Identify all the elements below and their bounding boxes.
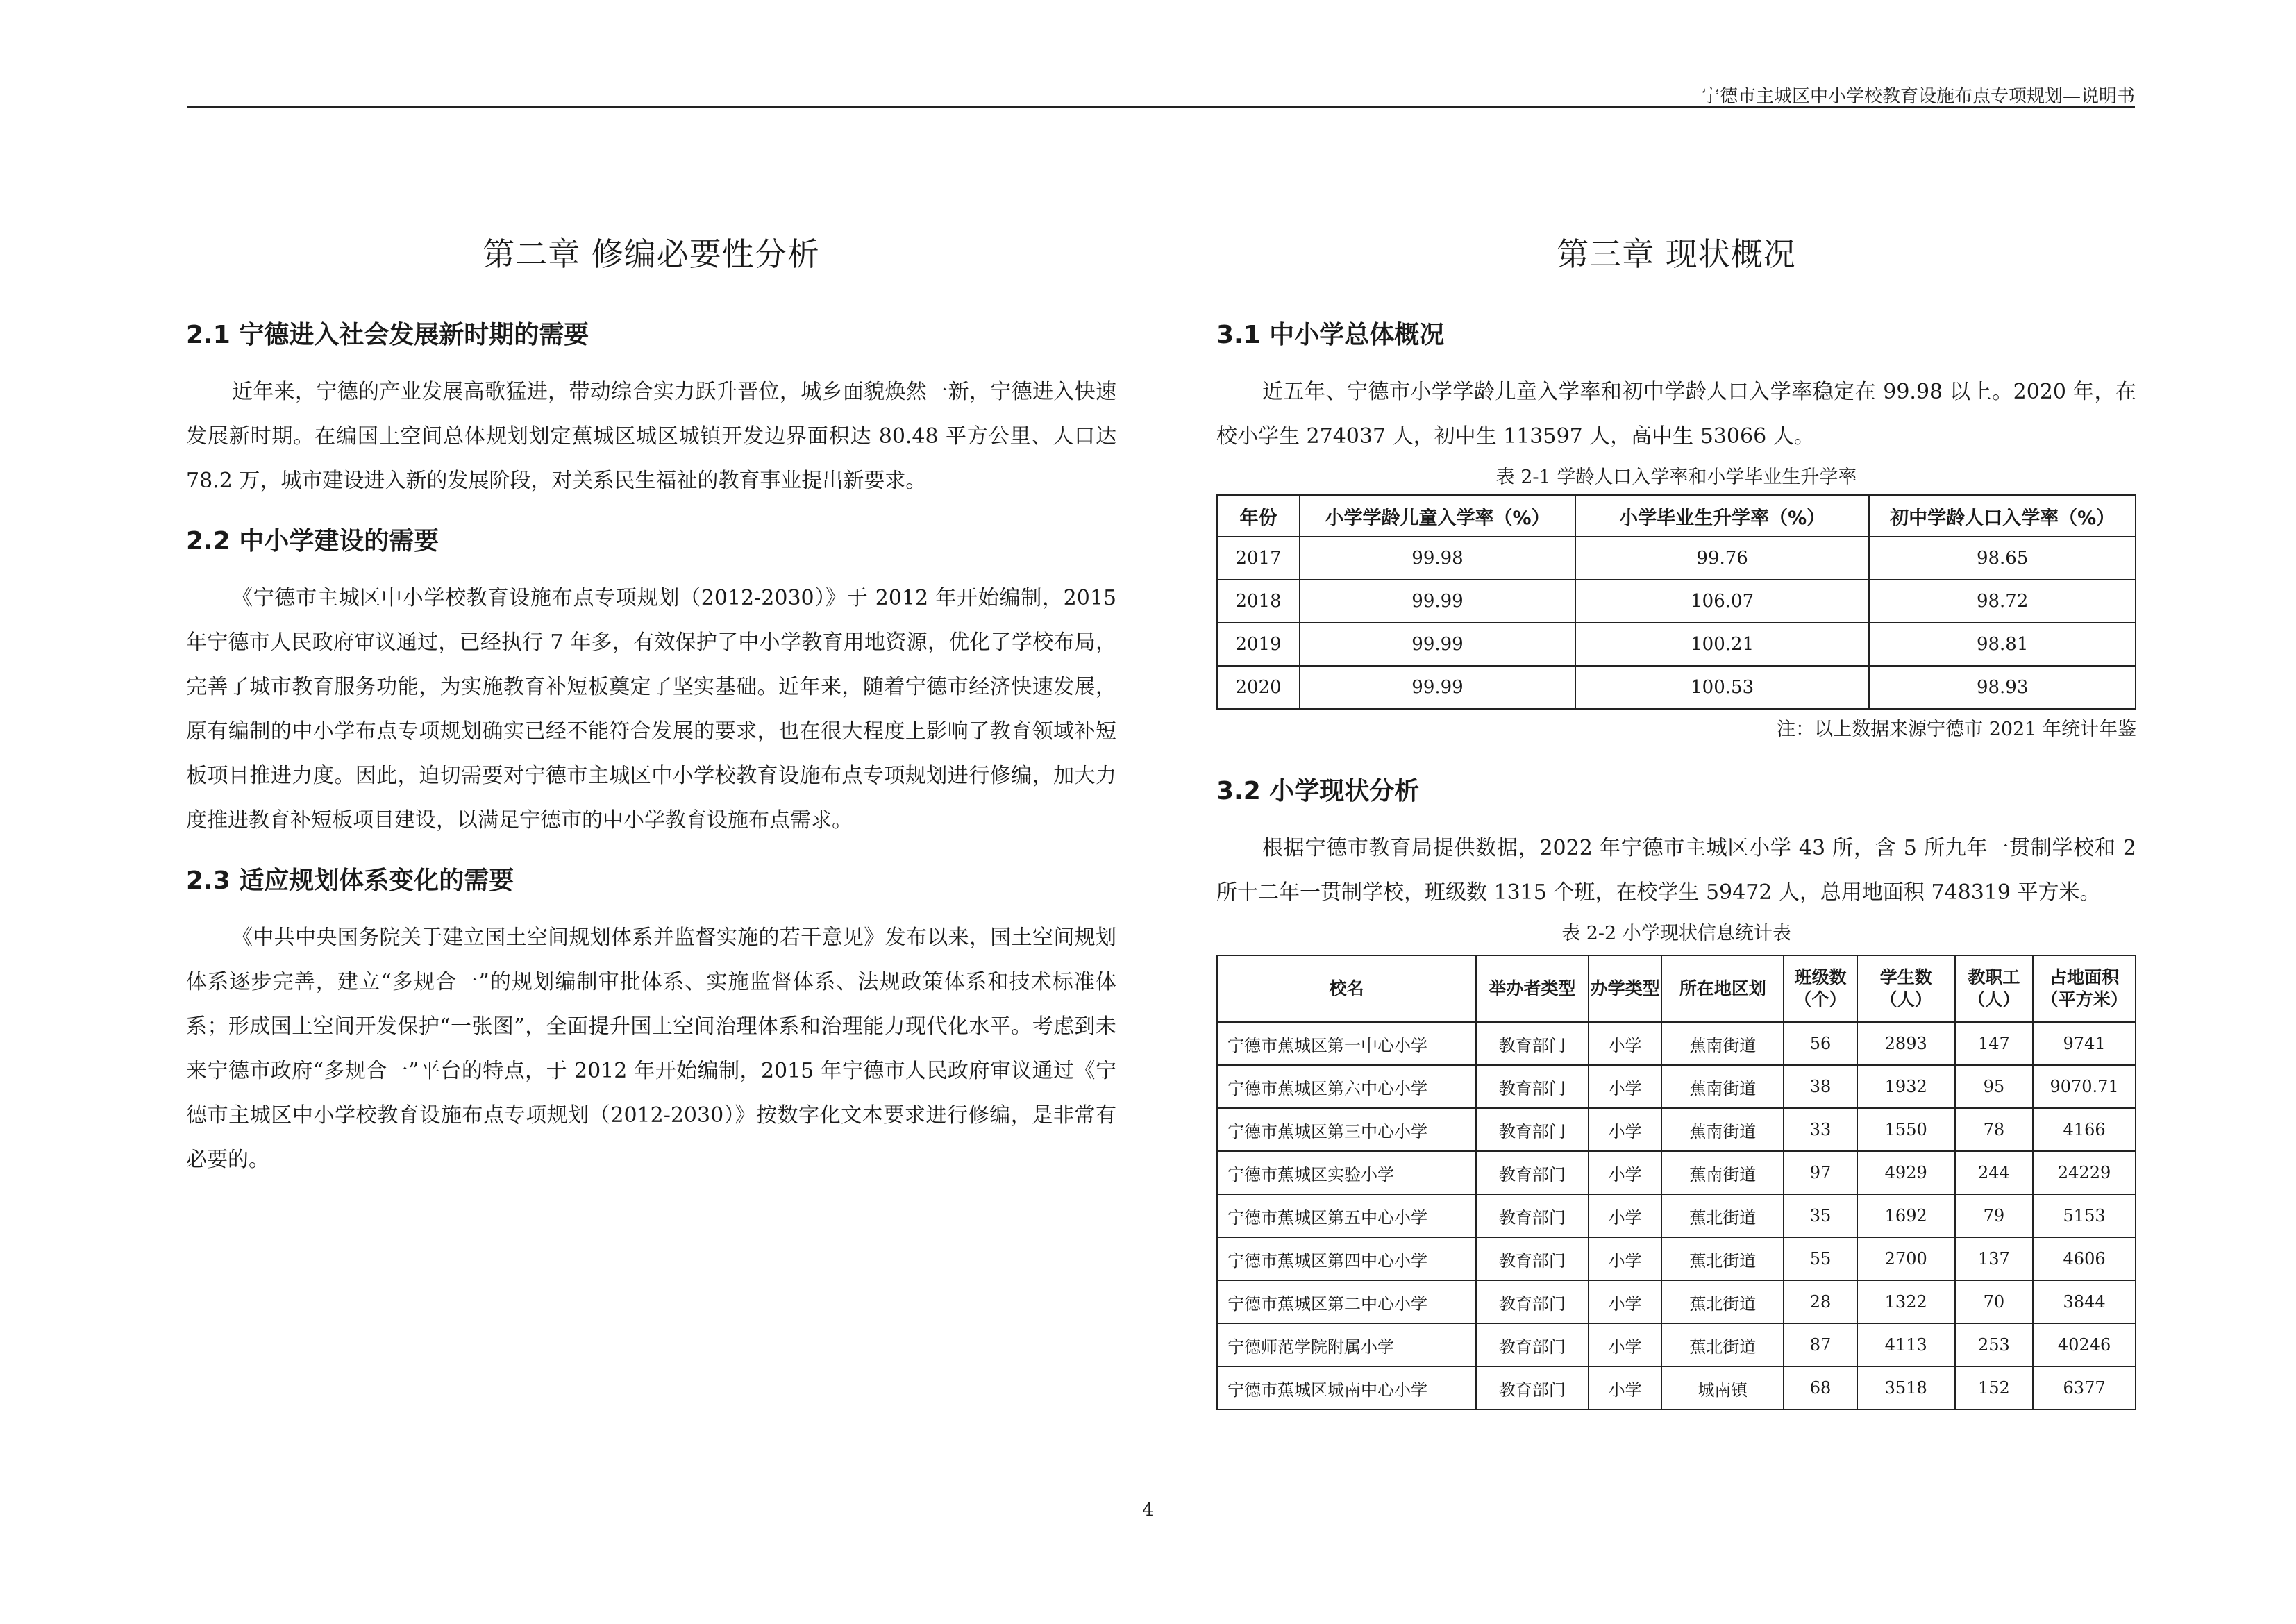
paragraph: 《宁德市主城区中小学校教育设施布点专项规划（2012-2030）》于 2012 年开始编制，2015 年宁德市人民政府审议通过，已经执行 7 年多，有效保护了中小学教育用地资源，优化了学校布局，完善了城市教育服务功能，为实施教育补短板奠定了坚实基础。近年来，随着宁德市经济快速发展，原有编制的中小学布点专项规划确实已经不能符合发展的要求，也在很大程度上影响了教育领域补短板项目推进力度。因此，迫切需要对宁德市主城区中小学校教育设施布点专项规划进行修编，加大力度推进教育补短板项目建设，以满足宁德市的中小学教育设施布点需求。 (186, 586, 1116, 832)
table-header-cell: 年份 (1217, 495, 1300, 537)
table-cell: 106.07 (1575, 580, 1869, 623)
table-cell: 1692 (1857, 1194, 1955, 1237)
table-cell: 100.53 (1575, 666, 1869, 709)
table-cell: 24229 (2033, 1151, 2136, 1194)
table-cell: 蕉北街道 (1661, 1237, 1784, 1280)
paragraph: 近年来，宁德的产业发展高歌猛进，带动综合实力跃升晋位，城乡面貌焕然一新，宁德进入快速发展新时期。在编国土空间总体规划划定蕉城区城区城镇开发边界面积达 80.48 平方公里、人口达 78.2 万，城市建设进入新的发展阶段，对关系民生福祉的教育事业提出新要求。 (186, 380, 1116, 493)
right-column (1216, 208, 2136, 1410)
table-header-cell: 小学学龄儿童入学率（%） (1300, 495, 1575, 537)
table-cell: 2017 (1217, 537, 1300, 580)
table-cell: 2700 (1857, 1237, 1955, 1280)
table-cell: 教育部门 (1476, 1194, 1589, 1237)
section-title: 3.2 小学现状分析 (1216, 777, 1420, 805)
table-cell: 小学 (1589, 1323, 1662, 1366)
table-cell: 蕉南街道 (1661, 1108, 1784, 1151)
table-row (1217, 623, 2136, 666)
table-cell: 97 (1784, 1151, 1857, 1194)
table-cell: 3844 (2033, 1280, 2136, 1323)
running-header: 宁德市主城区中小学校教育设施布点专项规划—说明书 (1701, 86, 2135, 107)
table-cell: 95 (1955, 1065, 2034, 1108)
table-row (1217, 537, 2136, 580)
table-row (1217, 1022, 2136, 1065)
chapter-title: 第二章 修编必要性分析 (483, 235, 820, 273)
table-row (1217, 1366, 2136, 1409)
table-header-row (1217, 955, 2136, 1022)
table-cell: 宁德市蕉城区第四中心小学 (1217, 1237, 1476, 1280)
table-cell: 99.99 (1300, 666, 1575, 709)
table-cell: 2893 (1857, 1022, 1955, 1065)
table-cell: 38 (1784, 1065, 1857, 1108)
table-cell: 100.21 (1575, 623, 1869, 666)
table-cell: 教育部门 (1476, 1366, 1589, 1409)
table-cell: 城南镇 (1661, 1366, 1784, 1409)
table-header-cell: 占地面积（平方米） (2033, 955, 2136, 1022)
table-cell: 2018 (1217, 580, 1300, 623)
table-cell: 99.99 (1300, 580, 1575, 623)
table-cell: 55 (1784, 1237, 1857, 1280)
table-note: 注：以上数据来源宁德市 2021 年统计年鉴 (1777, 719, 2136, 740)
table-cell: 4606 (2033, 1237, 2136, 1280)
table-row (1217, 1108, 2136, 1151)
table-cell: 宁德市蕉城区第五中心小学 (1217, 1194, 1476, 1237)
table-cell: 70 (1955, 1280, 2034, 1323)
table-cell: 宁德市蕉城区实验小学 (1217, 1151, 1476, 1194)
table-cell: 小学 (1589, 1065, 1662, 1108)
paragraph: 根据宁德市教育局提供数据，2022 年宁德市主城区小学 43 所，含 5 所九年一贯制学校和 2 所十二年一贯制学校，班级数 1315 个班，在校学生 59472 人，总用地面积 748319 平方米。 (1216, 836, 2136, 905)
table-cell: 教育部门 (1476, 1108, 1589, 1151)
table-cell: 3518 (1857, 1366, 1955, 1409)
table-cell: 宁德市蕉城区第一中心小学 (1217, 1022, 1476, 1065)
table-cell: 教育部门 (1476, 1065, 1589, 1108)
table-cell: 1932 (1857, 1065, 1955, 1108)
table-cell: 教育部门 (1476, 1022, 1589, 1065)
table-cell: 小学 (1589, 1022, 1662, 1065)
table-header-cell: 办学类型 (1589, 955, 1662, 1022)
table-cell: 99.99 (1300, 623, 1575, 666)
table-cell: 40246 (2033, 1323, 2136, 1366)
table-caption: 表 2-1 学龄人口入学率和小学毕业生升学率 (1495, 467, 1857, 488)
table-cell: 253 (1955, 1323, 2034, 1366)
table-cell: 小学 (1589, 1108, 1662, 1151)
table-cell: 宁德市蕉城区第三中心小学 (1217, 1108, 1476, 1151)
table-cell: 宁德市蕉城区第二中心小学 (1217, 1280, 1476, 1323)
table-row (1217, 1194, 2136, 1237)
table-row (1217, 1280, 2136, 1323)
table-row (1217, 666, 2136, 709)
table-cell: 教育部门 (1476, 1151, 1589, 1194)
page-number: 4 (1142, 1500, 1154, 1521)
table-cell: 9070.71 (2033, 1065, 2136, 1108)
table-cell: 98.72 (1869, 580, 2136, 623)
table-cell: 56 (1784, 1022, 1857, 1065)
paragraph: 近五年、宁德市小学学龄儿童入学率和初中学龄人口入学率稳定在 99.98 以上。2020 年，在校小学生 274037 人，初中生 113597 人，高中生 53066 人。 (1216, 380, 2136, 449)
table-row (1217, 580, 2136, 623)
table-cell: 4929 (1857, 1151, 1955, 1194)
table-row (1217, 1237, 2136, 1280)
table-header-cell: 学生数（人） (1857, 955, 1955, 1022)
table-row (1217, 1065, 2136, 1108)
table-cell: 蕉南街道 (1661, 1151, 1784, 1194)
table-cell: 35 (1784, 1194, 1857, 1237)
table-cell: 5153 (2033, 1194, 2136, 1237)
table-header-cell: 校名 (1217, 955, 1476, 1022)
table-caption: 表 2-2 小学现状信息统计表 (1561, 923, 1791, 944)
table-row (1217, 1323, 2136, 1366)
paragraph: 《中共中央国务院关于建立国土空间规划体系并监督实施的若干意见》发布以来，国土空间规划体系逐步完善，建立“多规合一”的规划编制审批体系、实施监督体系、法规政策体系和技术标准体系；形成国土空间开发保护“一张图”，全面提升国土空间治理体系和治理能力现代化水平。考虑到未来宁德市政府“多规合一”平台的特点，于 2012 年开始编制，2015 年宁德市人民政府审议通过《宁德市主城区中小学校教育设施布点专项规划（2012-2030）》按数字化文本要求进行修编，是非常有必要的。 (186, 926, 1116, 1172)
table-cell: 99.76 (1575, 537, 1869, 580)
table-cell: 1322 (1857, 1280, 1955, 1323)
table-cell: 2019 (1217, 623, 1300, 666)
table-cell: 28 (1784, 1280, 1857, 1323)
chapter-title: 第三章 现状概况 (1557, 235, 1796, 273)
table-cell: 33 (1784, 1108, 1857, 1151)
table-cell: 宁德市蕉城区第六中心小学 (1217, 1065, 1476, 1108)
table-cell: 宁德师范学院附属小学 (1217, 1323, 1476, 1366)
table-cell: 1550 (1857, 1108, 1955, 1151)
table-cell: 4113 (1857, 1323, 1955, 1366)
table-header-row (1217, 495, 2136, 537)
section-title: 2.1 宁德进入社会发展新时期的需要 (186, 321, 589, 349)
table-cell: 4166 (2033, 1108, 2136, 1151)
table-cell: 79 (1955, 1194, 2034, 1237)
table-cell: 98.81 (1869, 623, 2136, 666)
table-cell: 宁德市蕉城区城南中心小学 (1217, 1366, 1476, 1409)
left-column (186, 208, 1116, 1200)
table-cell: 152 (1955, 1366, 2034, 1409)
table-cell: 9741 (2033, 1022, 2136, 1065)
table-cell: 小学 (1589, 1237, 1662, 1280)
section-title: 3.1 中小学总体概况 (1216, 321, 1445, 349)
table-cell: 78 (1955, 1108, 2034, 1151)
table-cell: 68 (1784, 1366, 1857, 1409)
table-header-cell: 所在地区划 (1661, 955, 1784, 1022)
table-header-cell: 举办者类型 (1476, 955, 1589, 1022)
header-rule (187, 106, 2135, 108)
table-header-cell: 班级数（个） (1784, 955, 1857, 1022)
table-cell: 蕉南街道 (1661, 1065, 1784, 1108)
table-cell: 244 (1955, 1151, 2034, 1194)
table-cell: 98.93 (1869, 666, 2136, 709)
table-cell: 蕉北街道 (1661, 1323, 1784, 1366)
table-row (1217, 1151, 2136, 1194)
table-header-cell: 小学毕业生升学率（%） (1575, 495, 1869, 537)
table-cell: 教育部门 (1476, 1280, 1589, 1323)
enrollment-rate-table (1216, 494, 2136, 710)
table-cell: 小学 (1589, 1151, 1662, 1194)
table-cell: 147 (1955, 1022, 2034, 1065)
table-cell: 教育部门 (1476, 1237, 1589, 1280)
primary-school-table (1216, 955, 2136, 1410)
table-cell: 99.98 (1300, 537, 1575, 580)
table-cell: 2020 (1217, 666, 1300, 709)
table-header-cell: 教职工（人） (1955, 955, 2034, 1022)
table-cell: 教育部门 (1476, 1323, 1589, 1366)
table-cell: 6377 (2033, 1366, 2136, 1409)
section-title: 2.2 中小学建设的需要 (186, 527, 439, 555)
table-cell: 蕉北街道 (1661, 1280, 1784, 1323)
table-cell: 小学 (1589, 1280, 1662, 1323)
table-cell: 小学 (1589, 1366, 1662, 1409)
table-cell: 137 (1955, 1237, 2034, 1280)
table-header-cell: 初中学龄人口入学率（%） (1869, 495, 2136, 537)
table-cell: 小学 (1589, 1194, 1662, 1237)
table-cell: 98.65 (1869, 537, 2136, 580)
section-title: 2.3 适应规划体系变化的需要 (186, 867, 514, 895)
table-cell: 蕉南街道 (1661, 1022, 1784, 1065)
table-cell: 蕉北街道 (1661, 1194, 1784, 1237)
table-cell: 87 (1784, 1323, 1857, 1366)
